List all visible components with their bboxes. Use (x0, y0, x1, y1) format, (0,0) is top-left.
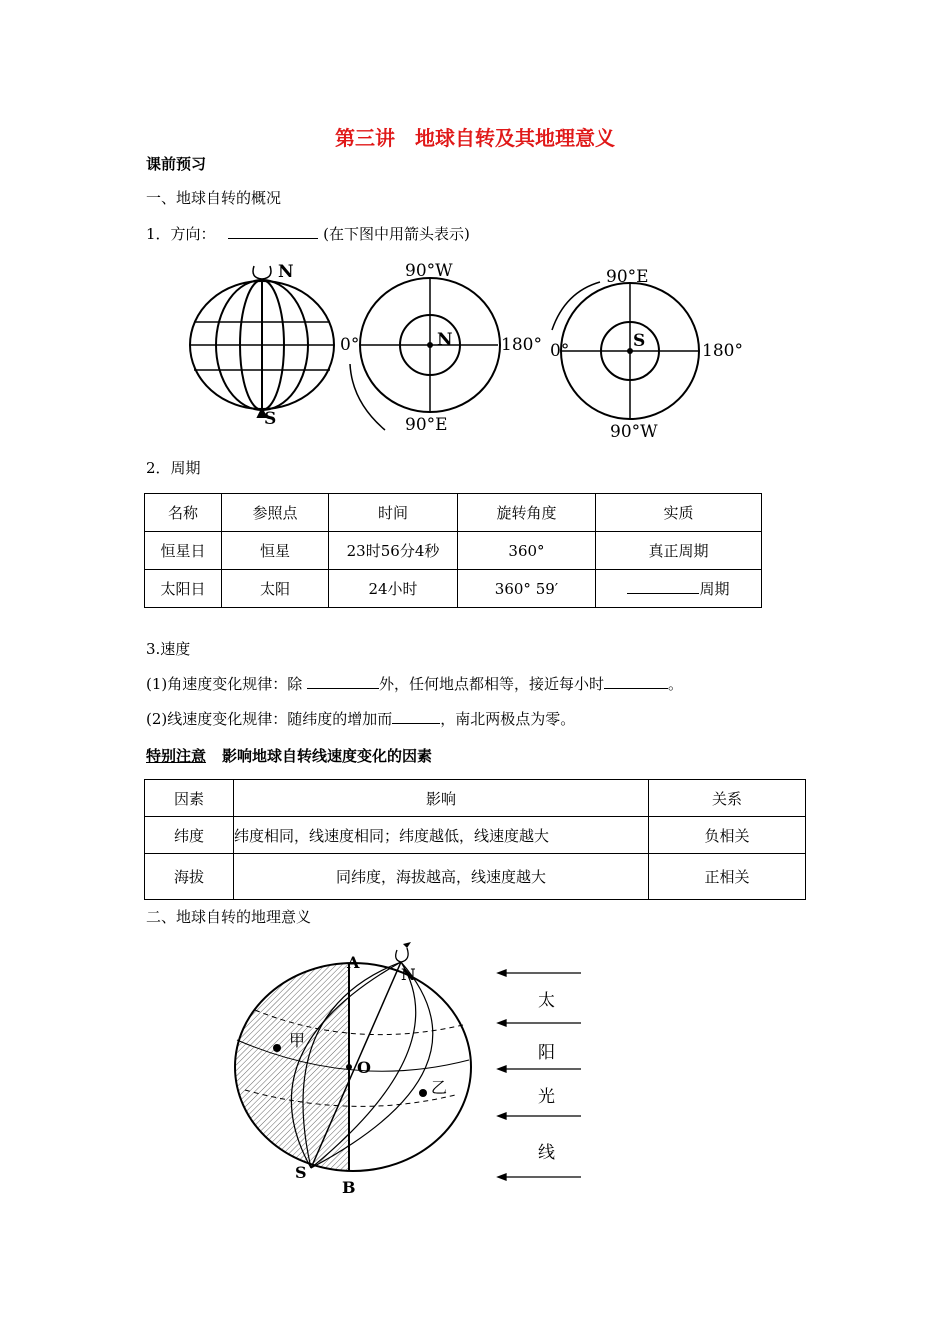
direction-blank[interactable] (228, 224, 318, 239)
label-s: S (295, 1163, 307, 1182)
table-row (145, 532, 762, 570)
rotation-direction-diagrams (180, 252, 760, 452)
table-cell: 恒星日 (145, 532, 222, 570)
globe2-top-label: 90°W (405, 261, 453, 281)
globe3-bottom-label: 90°W (610, 422, 658, 442)
table-cell: 纬度相同，线速度相同；纬度越低，线速度越大 (234, 817, 649, 854)
globe3-left-label: 0° (550, 341, 570, 361)
angular-blank-1[interactable] (307, 674, 379, 689)
table-header-cell: 参照点 (222, 494, 329, 532)
period-table (144, 493, 762, 608)
globe1-north-label: N (278, 262, 294, 282)
table-header-row (145, 494, 762, 532)
table-cell: 恒星 (222, 532, 329, 570)
table-header-row (145, 780, 806, 817)
period-suffix: 周期 (699, 580, 730, 598)
label-a: A (347, 953, 360, 972)
table-header-cell: 因素 (145, 780, 234, 817)
table-header-cell: 时间 (329, 494, 458, 532)
globe3-right-label: 180° (702, 341, 743, 361)
label-o: O (357, 1058, 371, 1077)
table-cell: 360° (458, 532, 596, 570)
table-header-cell: 旋转角度 (458, 494, 596, 532)
globe2-bottom-label: 90°E (405, 415, 448, 435)
table-cell: 同纬度，海拔越高，线速度越大 (234, 854, 649, 900)
table-cell: 太阳 (222, 570, 329, 608)
day-night-globe-diagram (225, 940, 605, 1200)
point-yi (419, 1089, 427, 1097)
table-header-cell: 影响 (234, 780, 649, 817)
item-1-label: 1．方向： (146, 225, 216, 243)
label-n: N (401, 965, 416, 984)
angular-speed-line (146, 674, 683, 694)
item-1-hint: (在下图中用箭头表示) (323, 225, 470, 243)
table-header-cell: 名称 (145, 494, 222, 532)
page-title: 第三讲 地球自转及其地理意义 (335, 126, 615, 150)
item-1-direction (146, 224, 470, 244)
label-b: B (342, 1178, 356, 1197)
angular-speed-text-c: 。 (668, 675, 684, 693)
globe2-right-label: 180° (501, 335, 542, 355)
table-cell: 太阳日 (145, 570, 222, 608)
section-2-heading: 二、地球自转的地理意义 (146, 908, 312, 926)
table-cell: 23时56分4秒 (329, 532, 458, 570)
globe-south-polar-view (552, 282, 700, 419)
note-label: 特别注意 (146, 747, 207, 765)
table-row (145, 817, 806, 854)
table-row (145, 854, 806, 900)
globe-outline (235, 942, 471, 1171)
item-3-speed: 3.速度 (146, 640, 191, 658)
table-cell-blank (596, 570, 762, 608)
sunlight-char: 光 (538, 1087, 555, 1107)
sunlight-char: 线 (538, 1143, 555, 1163)
section-1-heading: 一、地球自转的概况 (146, 189, 282, 207)
table-cell: 360° 59′ (458, 570, 596, 608)
table-cell: 纬度 (145, 817, 234, 854)
table-cell: 真正周期 (596, 532, 762, 570)
center-point (346, 1064, 352, 1070)
table-cell: 负相关 (649, 817, 806, 854)
label-yi: 乙 (431, 1078, 448, 1097)
angular-speed-text-a: (1)角速度变化规律：除 (146, 675, 308, 693)
label-jia: 甲 (289, 1031, 306, 1050)
preview-heading: 课前预习 (146, 155, 207, 173)
factor-table (144, 779, 806, 900)
table-cell: 24小时 (329, 570, 458, 608)
globe2-left-label: 0° (340, 335, 360, 355)
table-header-cell: 实质 (596, 494, 762, 532)
angular-speed-text-b: 外，任何地点都相等，接近每小时 (379, 675, 605, 693)
globe-side-view (190, 266, 334, 417)
globe3-top-label: 90°E (606, 267, 649, 287)
globe-north-polar-view (350, 278, 500, 430)
note-text: 影响地球自转线速度变化的因素 (222, 747, 433, 765)
table-cell: 海拔 (145, 854, 234, 900)
linear-blank[interactable] (392, 709, 440, 724)
period-blank[interactable] (627, 579, 699, 594)
linear-speed-text-a: (2)线速度变化规律：随纬度的增加而 (146, 710, 393, 728)
linear-speed-line (146, 709, 575, 729)
table-cell: 正相关 (649, 854, 806, 900)
linear-speed-text-b: ，南北两极点为零。 (440, 710, 576, 728)
table-header-cell: 关系 (649, 780, 806, 817)
sunlight-char: 阳 (538, 1043, 555, 1063)
globe3-center-label: S (633, 331, 646, 351)
sunlight-char: 太 (538, 991, 555, 1011)
globe1-south-label: S (264, 409, 277, 429)
note-line (146, 746, 432, 766)
north-pole-dot (427, 342, 433, 348)
globe2-center-label: N (437, 330, 453, 350)
item-2-period: 2．周期 (146, 459, 201, 477)
angular-blank-2[interactable] (604, 674, 668, 689)
table-row (145, 570, 762, 608)
point-jia (273, 1044, 281, 1052)
